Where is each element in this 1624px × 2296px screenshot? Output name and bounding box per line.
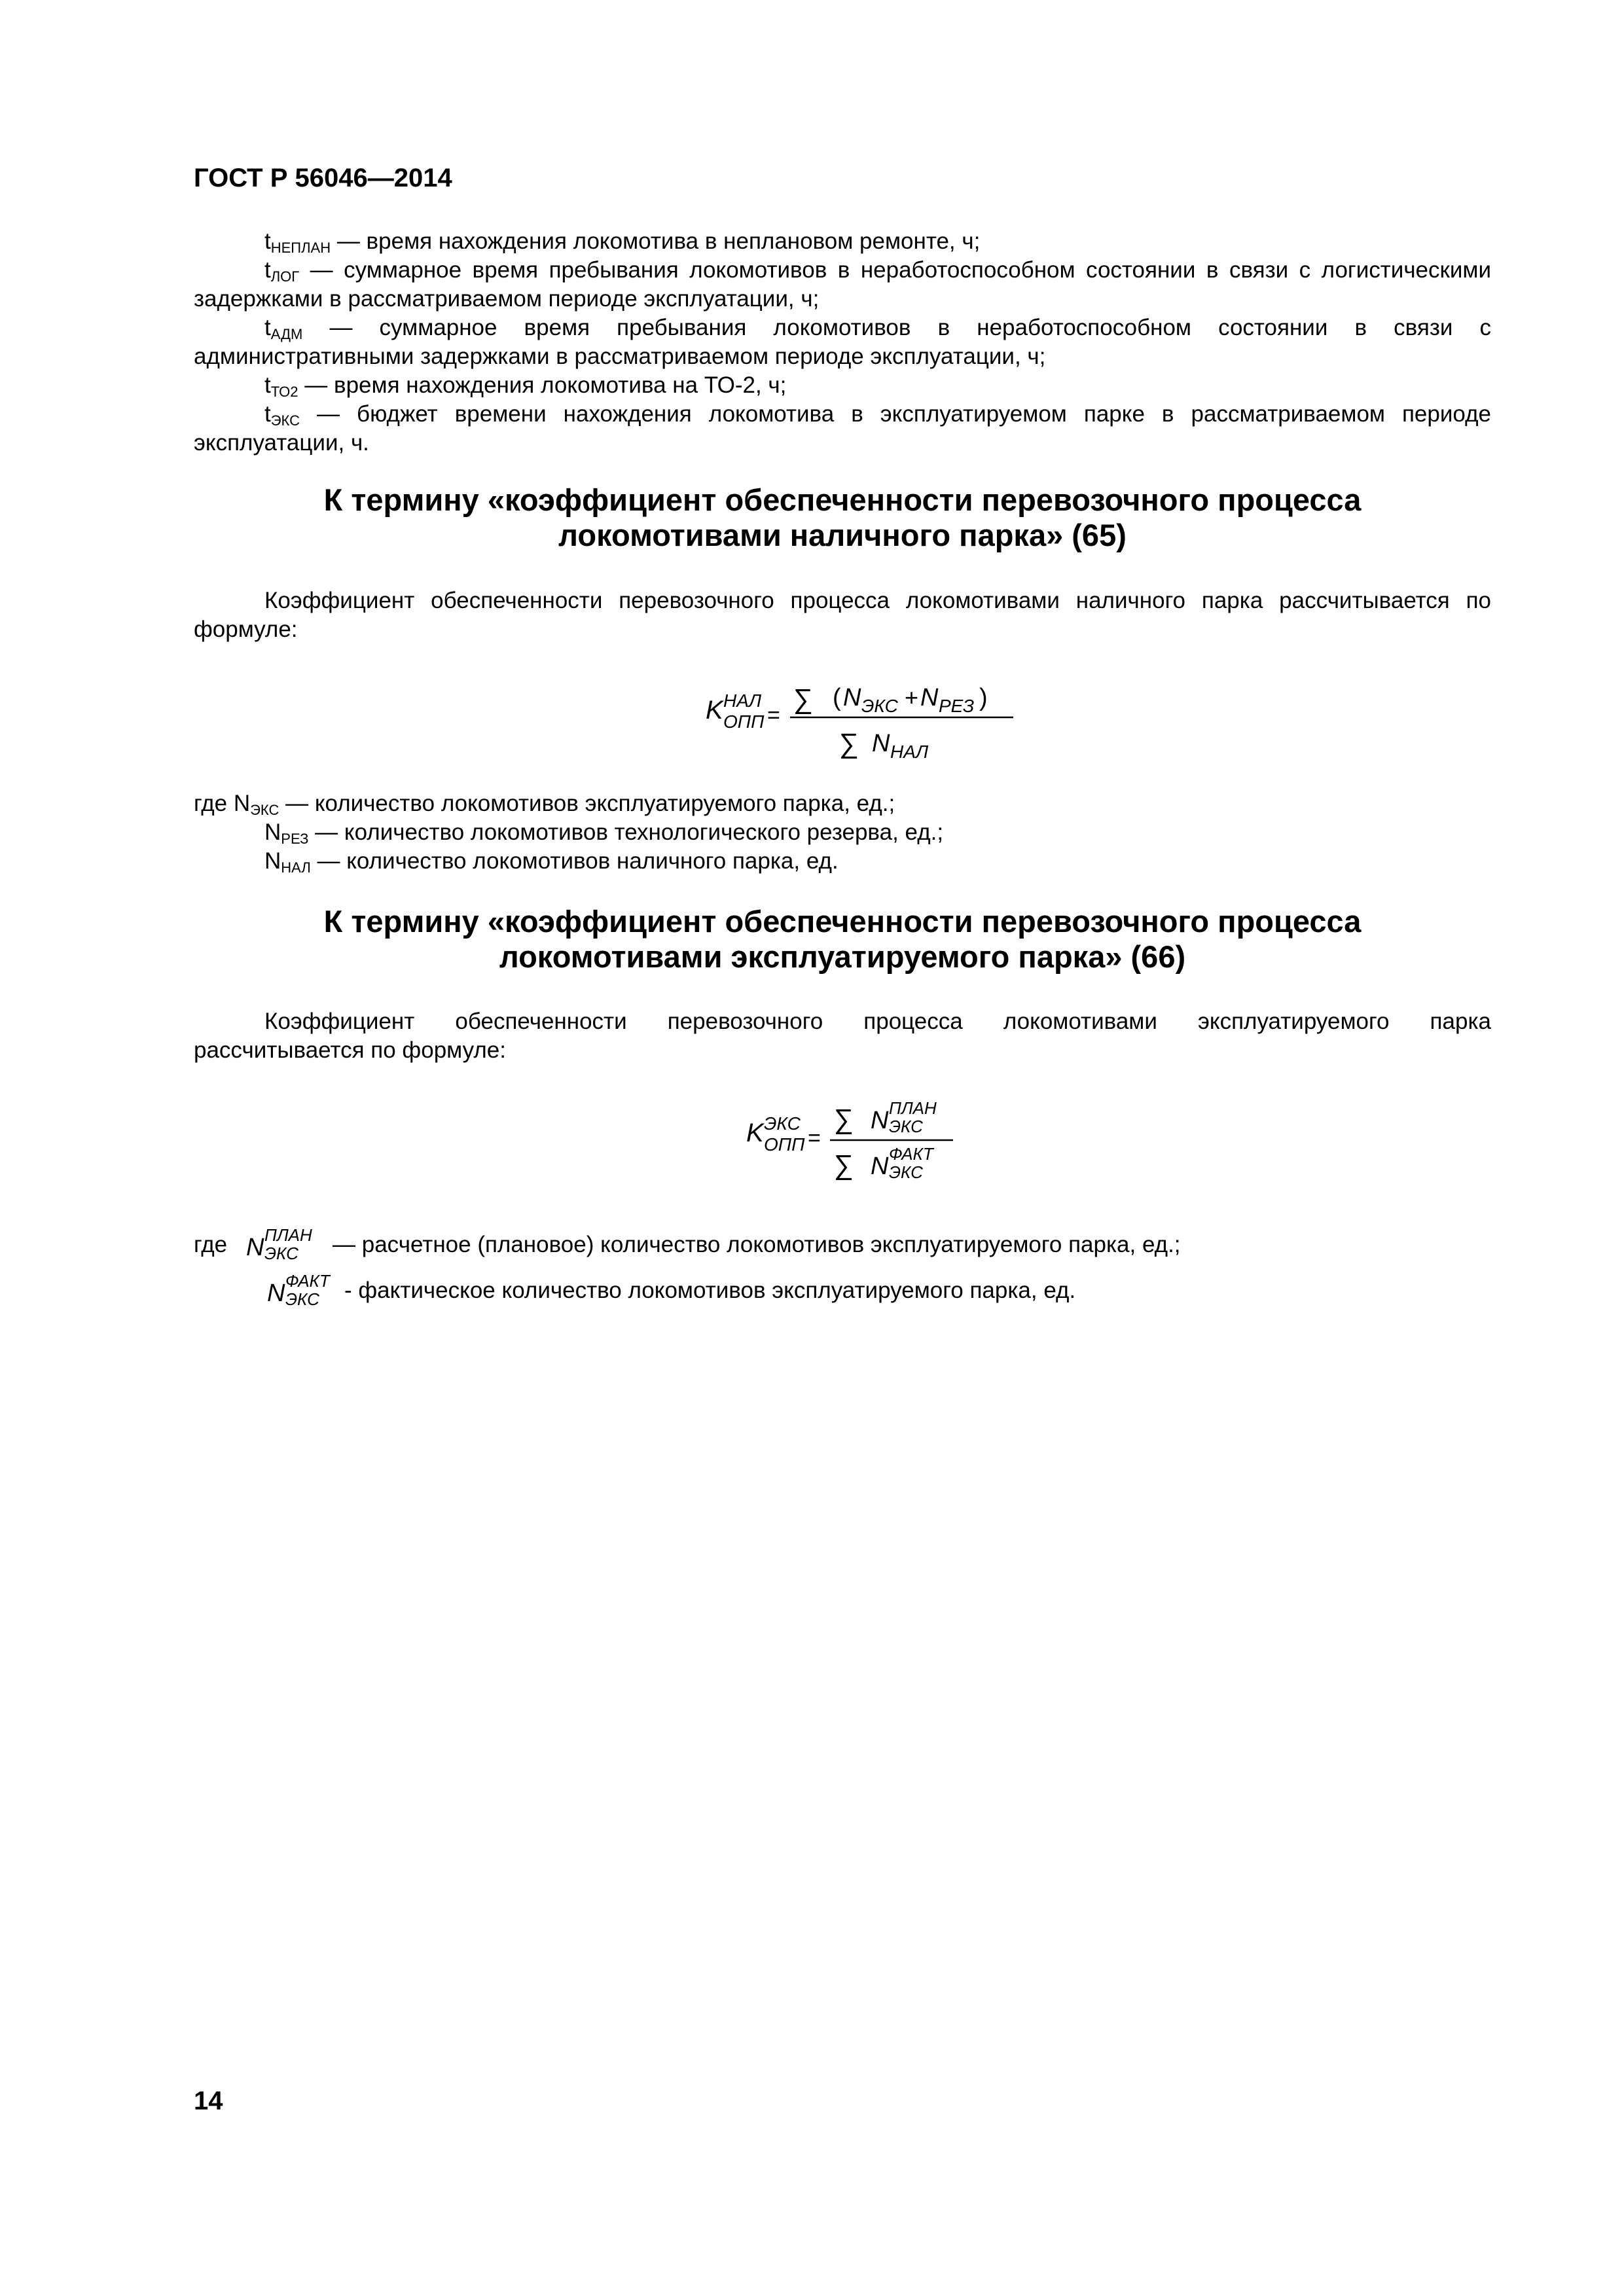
formula-66-num-sup: ПЛАН	[889, 1098, 937, 1118]
svg-text:ЭКС: ЭКС	[285, 1289, 319, 1309]
definition-t-adm: $t_{АДМ}$ — суммарное время пребывания локомотивов в неработоспособном состоянии в связи с административными задержками в рассматриваемом периоде эксплуатации, ч;	[194, 315, 1491, 369]
where-n-plan-text: — расчетное (плановое) количество локомотивов эксплуатируемого парка, ед.;	[333, 1232, 1181, 1257]
svg-text:N: N	[246, 1234, 264, 1261]
definition-t-log: $t_{ЛОГ}$ — суммарное время пребывания локомотивов в неработоспособном состоянии в связи с логистическими задержками в рассматриваемом периоде эксплуатации, ч;	[194, 257, 1491, 312]
where-prefix-66: где	[194, 1232, 228, 1257]
formula-65-n-eks-sub: ЭКС	[861, 696, 898, 716]
formula-65-k-sub: ОПП	[723, 711, 765, 732]
document-code: ГОСТ Р 56046—2014	[194, 164, 452, 192]
formula-66-num-sub: ЭКС	[889, 1117, 923, 1136]
formula-66-num-sigma: ∑	[834, 1103, 854, 1134]
formula-66-num-n: N	[871, 1107, 889, 1134]
formula-66-den-sup: ФАКТ	[889, 1144, 933, 1164]
formula-66-eq: =	[808, 1126, 821, 1151]
where-n-rez: $N_{РЕЗ}$ — количество локомотивов технологического резерва, ед.;	[264, 819, 944, 847]
formula-65-num-sigma: ∑	[793, 683, 813, 714]
formula-65-plus: +	[905, 684, 919, 711]
formula-66-k-sup: ЭКС	[764, 1113, 801, 1134]
formula-65-k: K	[706, 696, 723, 725]
where-n-fakt-text: - фактическое количество локомотивов эксплуатируемого парка, ед.	[344, 1278, 1076, 1303]
svg-text:ФАКТ: ФАКТ	[285, 1271, 330, 1291]
formula-66-den-sub: ЭКС	[889, 1162, 923, 1182]
section-66-heading: К термину «коэффициент обеспеченности перевозочного процесса локомотивами эксплуатируемого парка» (66)	[323, 904, 1362, 974]
formula-66-den-sigma: ∑	[834, 1149, 854, 1180]
definition-t-to2: $t_{ТО2}$ — время нахождения локомотива на ТО-2, ч;	[264, 372, 787, 400]
where-n-fakt-symbol	[264, 1263, 350, 1316]
definition-t-eks: $t_{ЭКС}$ — бюджет времени нахождения локомотива в эксплуатируемом парке в рассматриваемом периоде эксплуатации, ч.	[194, 401, 1491, 456]
formula-65-n-rez-sub: РЕЗ	[939, 696, 975, 716]
where-n-plan-symbol	[244, 1217, 335, 1270]
section-65-intro: Коэффициент обеспеченности перевозочного процесса локомотивами наличного парка рассчитывается по формуле:	[194, 588, 1491, 642]
formula-66-k-sub: ОПП	[764, 1134, 805, 1155]
formula-65-den-sub: НАЛ	[890, 742, 929, 762]
formula-65-k-sup: НАЛ	[723, 691, 762, 711]
where-n-eks: где $N_{ЭКС}$ — количество локомотивов эксплуатируемого парка, ед.;	[194, 791, 895, 818]
svg-text:ПЛАН: ПЛАН	[264, 1225, 312, 1245]
formula-66-den-n: N	[871, 1153, 889, 1180]
formula-65-den-sigma: ∑	[839, 728, 859, 759]
formula-66	[733, 1086, 982, 1185]
formula-66-k: K	[746, 1119, 764, 1147]
formula-65-n-rez: N	[920, 684, 939, 711]
formula-65-close-paren: )	[979, 684, 988, 711]
section-65-heading: К термину «коэффициент обеспеченности перевозочного процесса локомотивами наличного парка» (65)	[323, 482, 1362, 552]
definition-t-neplan: $t_{НЕПЛАН}$ — время нахождения локомотива в неплановом ремонте, ч;	[264, 228, 981, 256]
formula-65-den-n: N	[872, 730, 890, 757]
section-66-intro-line2: рассчитывается по формуле:	[194, 1037, 506, 1063]
section-66-intro-line1: Коэффициент обеспеченности перевозочного процесса локомотивами эксплуатируемого парка	[264, 1009, 1491, 1034]
formula-65-open-paren: (	[833, 684, 841, 711]
formula-65	[694, 668, 1060, 766]
svg-text:ЭКС: ЭКС	[264, 1244, 298, 1263]
page-number: 14	[194, 2087, 223, 2115]
where-n-nal: $N_{НАЛ}$ — количество локомотивов наличного парка, ед.	[264, 848, 839, 876]
formula-65-n-eks: N	[843, 684, 861, 711]
formula-65-eq: =	[767, 703, 780, 728]
svg-text:N: N	[267, 1280, 285, 1307]
